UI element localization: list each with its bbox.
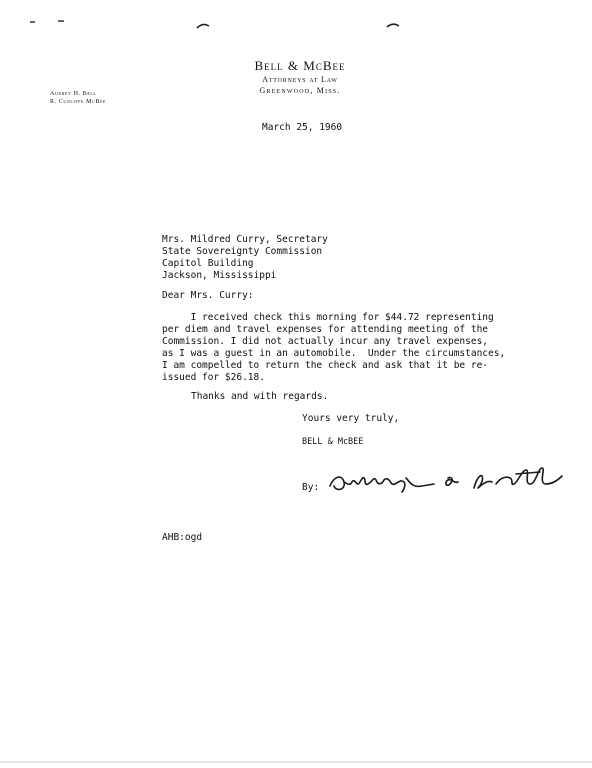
recipient-line: Capitol Building xyxy=(162,258,254,269)
hole-punch-mark-right xyxy=(386,22,400,30)
letterhead-firm-name: Bell & McBee xyxy=(254,58,346,73)
complimentary-close: Yours very truly, xyxy=(302,413,400,424)
body-line: as I was a guest in an automobile. Under the circumstances, xyxy=(162,348,506,359)
closing-line: Thanks and with regards. xyxy=(191,391,329,402)
reference-initials: AHB:ogd xyxy=(162,532,203,543)
letterhead-location: Greenwood, Miss. xyxy=(259,86,341,95)
body-line: per diem and travel expenses for attending meeting of the xyxy=(162,324,489,335)
scan-bottom-edge xyxy=(0,760,592,764)
salutation: Dear Mrs. Curry: xyxy=(162,290,254,301)
signature-firm: BELL & McBEE xyxy=(302,437,364,447)
recipient-line: Jackson, Mississippi xyxy=(162,270,277,281)
recipient-line: Mrs. Mildred Curry, Secretary xyxy=(162,234,328,245)
body-line: I received check this morning for $44.72 representing xyxy=(162,312,494,323)
recipient-line: State Sovereignty Commission xyxy=(162,246,323,257)
letterhead-partner: R. Cunliffe McBee xyxy=(50,99,107,105)
scan-top-left-marks xyxy=(30,18,70,26)
letter-date: March 25, 1960 xyxy=(262,122,343,133)
hole-punch-mark-left xyxy=(196,22,210,30)
handwritten-signature xyxy=(326,462,576,502)
body-line: issued for $26.18. xyxy=(162,372,265,383)
letterhead-partner: Aubrey H. Bell xyxy=(50,91,97,97)
letterhead-subtitle: Attorneys at Law xyxy=(262,75,338,84)
body-line: Commission. I did not actually incur any travel expenses, xyxy=(162,336,489,347)
by-label: By: xyxy=(302,482,320,493)
body-line: I am compelled to return the check and ask that it be re- xyxy=(162,360,489,371)
